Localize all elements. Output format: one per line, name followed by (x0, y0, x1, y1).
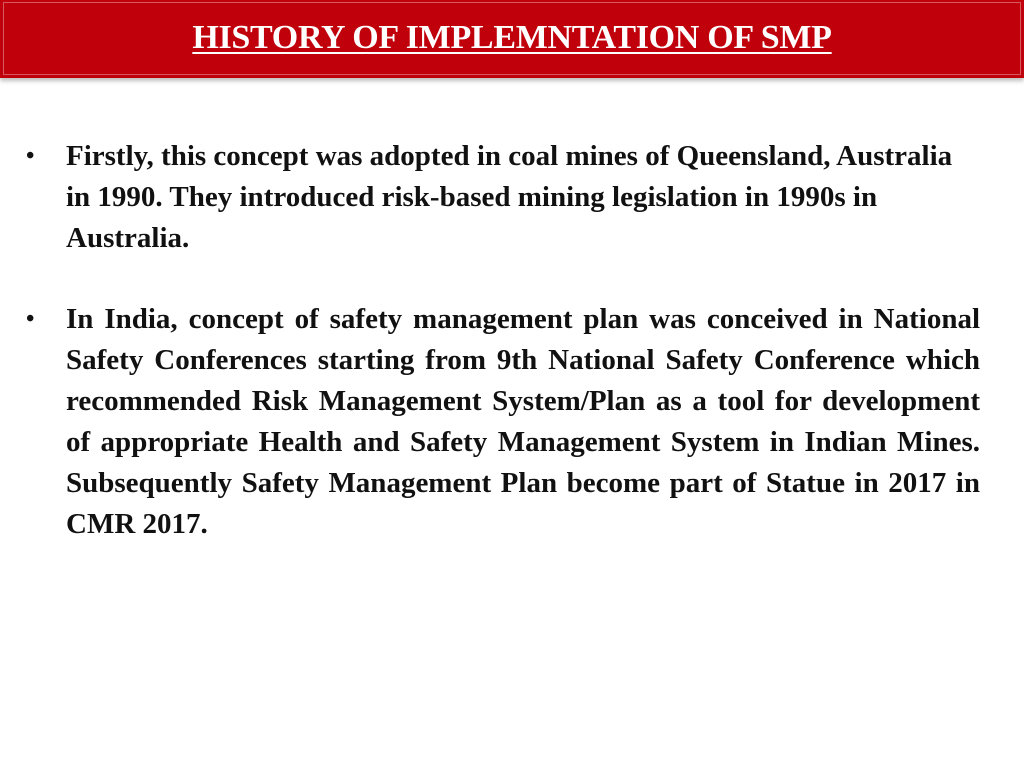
bullet-list (26, 136, 980, 545)
bullet-item-2 (26, 299, 980, 545)
slide-title: HISTORY OF IMPLEMNTATION OF SMP (192, 19, 832, 56)
bullet-text-1: Firstly, this concept was adopted in coal mines of Queensland, Australia in 1990. They introduced risk-based mining legislation in 1990s in Australia. (66, 140, 953, 254)
bullet-icon: • (26, 306, 35, 332)
title-bar (0, 0, 1024, 78)
bullet-icon: • (26, 143, 35, 169)
bullet-text-2: In India, concept of safety management plan was conceived in National Safety Conferences starting from 9th National Safety Conference which recommended Risk Management System/Plan as a tool for development of appropriate Health and Safety Management System in Indian Mines. Subsequently Safety Management Plan become part of Statue in 2017 in CMR 2017. (66, 303, 980, 540)
bullet-item-1 (26, 136, 980, 259)
